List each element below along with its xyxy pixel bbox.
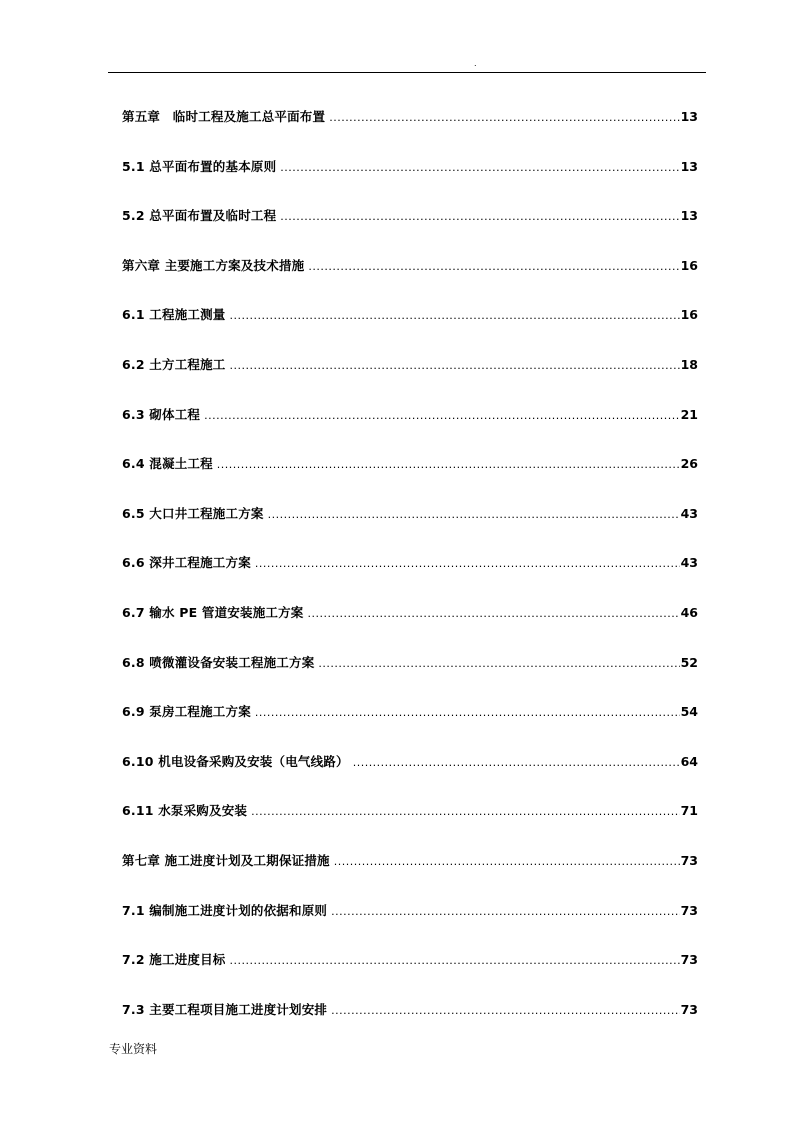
toc-entry[interactable] <box>122 549 698 599</box>
toc-entry-page: 43 <box>680 505 698 521</box>
toc-entry-title: 6.8 喷微灌设备安装工程施工方案 <box>122 654 315 670</box>
toc-entry-title: 6.1 工程施工测量 <box>122 307 226 323</box>
toc-entry[interactable] <box>122 252 698 302</box>
toc-leader <box>331 997 679 1025</box>
toc-entry-page: 73 <box>680 902 698 918</box>
toc-entry-title: 第七章 施工进度计划及工期保证措施 <box>122 852 330 868</box>
toc-entry[interactable] <box>122 103 698 153</box>
toc-entry[interactable] <box>122 847 698 897</box>
toc-entry[interactable] <box>122 351 698 401</box>
toc-leader <box>280 203 679 231</box>
toc-entry-title: 5.1 总平面布置的基本原则 <box>122 158 277 174</box>
toc-entry-page: 71 <box>680 803 698 819</box>
toc-entry-title: 6.9 泵房工程施工方案 <box>122 704 251 720</box>
toc-leader <box>308 600 680 628</box>
toc-leader <box>268 501 680 529</box>
toc-leader <box>230 947 680 975</box>
toc-entry-title: 第六章 主要施工方案及技术措施 <box>122 257 305 273</box>
toc-leader <box>251 798 680 826</box>
toc-entry-title: 7.1 编制施工进度计划的依据和原则 <box>122 902 328 918</box>
toc-entry-title: 6.4 混凝土工程 <box>122 456 213 472</box>
toc-leader <box>255 550 680 578</box>
toc-entry[interactable] <box>122 202 698 252</box>
toc-entry-page: 73 <box>680 852 698 868</box>
toc-entry-page: 54 <box>680 704 698 720</box>
toc-entry-page: 13 <box>680 109 698 124</box>
toc-entry-page: 21 <box>680 406 698 422</box>
toc-entry[interactable] <box>122 698 698 748</box>
header-mark: . <box>474 59 477 68</box>
toc-entry-title: 6.11 水泵采购及安装 <box>122 803 248 819</box>
toc-entry[interactable] <box>122 301 698 351</box>
toc-entry-page: 18 <box>680 356 698 372</box>
toc-entry-page: 73 <box>680 952 698 968</box>
toc-entry-title: 5.2 总平面布置及临时工程 <box>122 208 277 224</box>
toc-leader <box>255 699 680 727</box>
toc-leader <box>230 352 680 380</box>
toc-entry-page: 16 <box>680 257 698 273</box>
footer-label: 专业资料 <box>109 1042 158 1056</box>
toc-entry[interactable] <box>122 946 698 996</box>
toc-leader <box>217 451 680 479</box>
toc-leader <box>280 154 679 182</box>
toc-entry[interactable] <box>122 153 698 203</box>
toc-entry[interactable] <box>122 450 698 500</box>
toc-entry-title: 6.3 砌体工程 <box>122 406 201 422</box>
toc-leader <box>230 302 680 330</box>
toc-entry[interactable] <box>122 649 698 699</box>
toc-leader <box>318 650 679 678</box>
toc-entry[interactable] <box>122 996 698 1046</box>
toc-entry-page: 46 <box>680 604 698 620</box>
toc-entry-title: 6.10 机电设备采购及安装（电气线路） <box>122 753 349 769</box>
toc-entry-title: 7.2 施工进度目标 <box>122 952 226 968</box>
toc-entry-page: 52 <box>680 654 698 670</box>
table-of-contents <box>122 103 698 1045</box>
toc-entry-title: 第五章 临时工程及施工总平面布置 <box>122 109 326 124</box>
toc-entry[interactable] <box>122 897 698 947</box>
toc-entry-page: 16 <box>680 307 698 323</box>
toc-entry[interactable] <box>122 599 698 649</box>
toc-entry-title: 7.3 主要工程项目施工进度计划安排 <box>122 1001 328 1017</box>
toc-entry-page: 13 <box>680 208 698 224</box>
toc-entry-title: 6.6 深井工程施工方案 <box>122 555 251 571</box>
toc-leader <box>329 104 679 132</box>
toc-leader <box>204 402 679 430</box>
toc-entry-page: 64 <box>680 753 698 769</box>
toc-leader <box>353 749 680 777</box>
toc-entry[interactable] <box>122 748 698 798</box>
toc-entry[interactable] <box>122 401 698 451</box>
toc-entry-title: 6.7 输水 PE 管道安装施工方案 <box>122 604 304 620</box>
toc-entry[interactable] <box>122 500 698 550</box>
header-rule <box>108 72 706 73</box>
toc-entry-page: 73 <box>680 1001 698 1017</box>
toc-entry-page: 43 <box>680 555 698 571</box>
toc-leader <box>334 848 680 876</box>
toc-entry-page: 13 <box>680 158 698 174</box>
toc-entry-title: 6.2 土方工程施工 <box>122 356 226 372</box>
toc-entry-page: 26 <box>680 456 698 472</box>
toc-entry-title: 6.5 大口井工程施工方案 <box>122 505 264 521</box>
toc-leader <box>331 898 679 926</box>
toc-leader <box>308 253 679 281</box>
toc-entry[interactable] <box>122 797 698 847</box>
